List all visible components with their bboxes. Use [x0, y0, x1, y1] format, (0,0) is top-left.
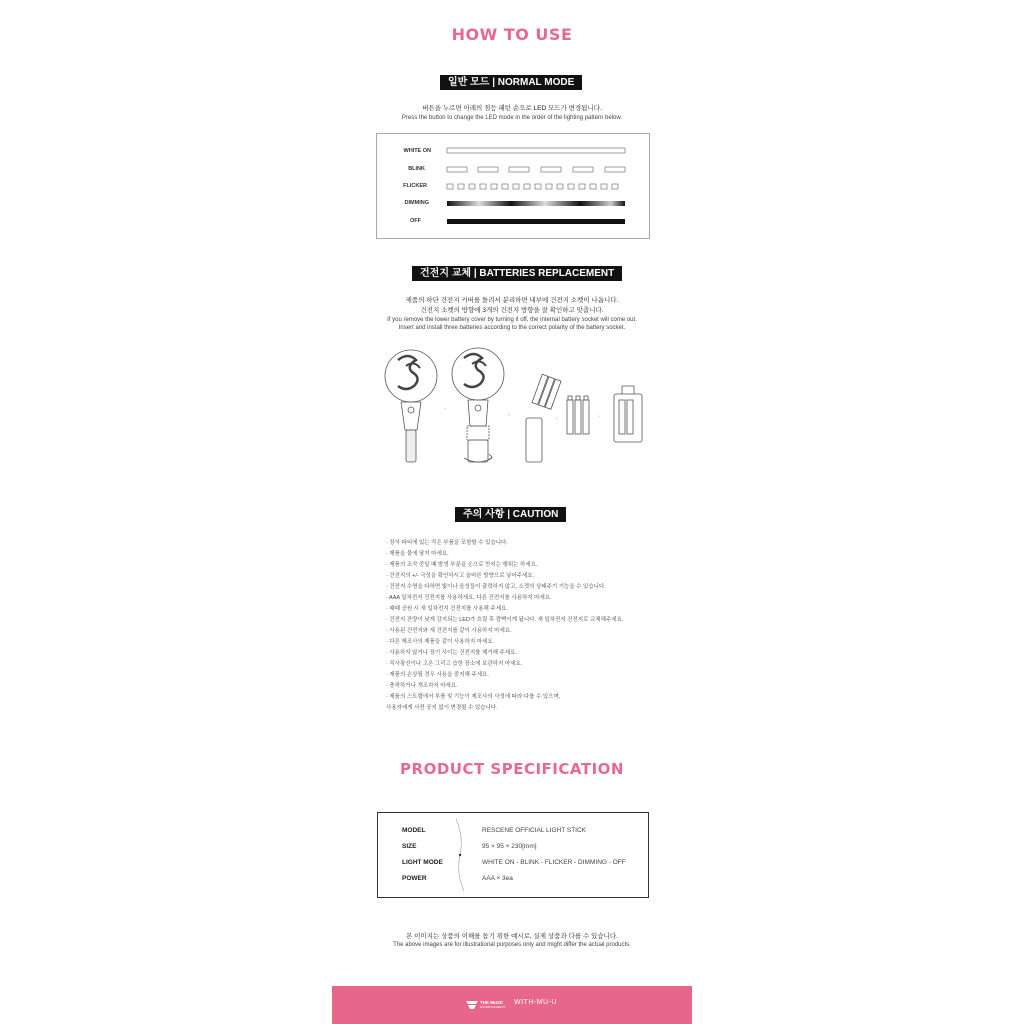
off-bar [447, 219, 625, 224]
spec-key-light-mode: LIGHT MODE [402, 859, 443, 866]
svg-text:›: › [598, 414, 600, 420]
caution-item: · 때때 공원 시 새 일차전지 건전지를 사용해 주세요. [386, 606, 508, 612]
caution-item: · 제품의 스트랩에서 부품 및 기능이 제조사의 사정에 따라 다를 수 있으며, [386, 694, 561, 700]
battery-desc-en-1: If you remove the lower battery cover by turning it off, the internal battery socket will come out. [387, 317, 637, 323]
normal-mode-desc-kr: 버튼을 누르면 아래의 점등 패턴 순으로 LED 모드가 변경됩니다. [422, 105, 602, 112]
the-muze-logo-text: THE MUZE [480, 1000, 503, 1005]
led-pattern-diagram [377, 134, 649, 238]
caution-item: · 제품을 물에 닿지 마세요. [386, 551, 449, 557]
battery-illustration [376, 338, 648, 478]
svg-text:›: › [508, 412, 510, 418]
light-stick-1 [385, 350, 437, 462]
caution-item: · 건전지 잔량이 낮게 감지되는 LED가 흐릿 후 깜빡이게 됩니다. 새 일차전지 건전지로 교체해주세요. [386, 617, 624, 623]
spec-table [377, 812, 649, 898]
led-mode-panel [376, 133, 650, 239]
mode-off: OFF [410, 218, 421, 224]
spec-value-model: RESCENE OFFICIAL LIGHT STICK [482, 827, 587, 834]
notice-en: The above images are for illustrational purposes only and might differ the actual products. [393, 942, 631, 948]
caution-item: · AAA 일차전지 건전지를 사용하세요. 다른 건전지를 사용하지 마세요. [386, 595, 552, 601]
spec-value-size: 95 × 95 × 230[mm] [482, 843, 537, 850]
svg-text:›: › [444, 406, 446, 412]
mode-dimming: DIMMING [404, 200, 429, 206]
caution-item: · 건전지 수명을 다하면 빛이나 음성들이 출력하지 않고, 소켓의 상태주기 기능을 수 있습니다. [386, 584, 606, 590]
spec-key-model: MODEL [402, 827, 426, 834]
with-mu-u-logo: WITH-MU-U [514, 999, 557, 1006]
the-muze-logo-icon [466, 1001, 478, 1010]
normal-mode-label: 일반 모드 | NORMAL MODE [440, 75, 582, 90]
caution-item: · 제품의 손상될 경우 사용을 중지해 주세요. [386, 672, 489, 678]
caution-item: · 충격하거나 개조하지 마세요. [386, 683, 458, 689]
caution-item: · 사용하지 않거나 장기 사이는 건전지를 제거해 주세요. [386, 650, 517, 656]
three-batteries [567, 396, 589, 434]
battery-socket [614, 386, 642, 442]
mode-flicker: FLICKER [403, 183, 427, 189]
caution-item: 사용자에게 사전 공지 없이 변경될 수 있습니다. [386, 705, 498, 711]
mode-white-on: WHITE ON [403, 148, 431, 154]
dimming-bar [447, 201, 625, 206]
how-to-use-title: HOW TO USE [451, 25, 573, 44]
notice-kr: 본 이미지는 상품의 이해를 돕기 위한 예시로, 실제 상품과 다를 수 있습니다. [406, 933, 618, 940]
spec-value-power: AAA × 3ea [482, 875, 513, 882]
spec-key-power: POWER [402, 875, 427, 882]
battery-desc-kr-1: 제품의 하단 건전지 커버를 돌려서 분리하면 내부에 건전지 소켓이 나옵니다. [405, 297, 619, 304]
white-on-bar [447, 148, 625, 153]
caution-item: · 사용된 건전지와 새 건전지를 같이 사용하지 마세요. [386, 628, 512, 634]
spec-divider-curve [450, 817, 470, 893]
product-spec-title: PRODUCT SPECIFICATION [400, 760, 624, 778]
caution-label: 주의 사항 | CAUTION [455, 507, 566, 522]
spec-key-size: SIZE [402, 843, 417, 850]
caution-item: · 직사광선이나 고온 그리고 습한 장소에 보관하지 마세요. [386, 661, 523, 667]
mode-blink: BLINK [408, 166, 425, 172]
spec-value-light-mode: WHITE ON - BLINK - FLICKER - DIMMING - OFF [482, 859, 626, 866]
flicker-pattern [447, 184, 618, 189]
the-muze-logo [466, 1000, 506, 1012]
battery-desc-kr-2: 건전지 소켓의 방향에 3개의 건전지 방향을 잘 확인하고 맞춥니다. [420, 307, 604, 314]
caution-item: · 장식 파티에 있는 작은 부품을 포함할 수 있습니다. [386, 540, 508, 546]
caution-item: · 다른 제조사의 제품을 같이 사용하지 마세요. [386, 639, 495, 645]
normal-mode-desc-en: Press the button to change the LED mode in the order of the lighting pattern below. [401, 115, 623, 121]
the-muze-logo-subtext: ENTERTAINMENT [480, 1005, 506, 1009]
caution-item: · 제품의 조작 중일 때 발생 부분을 손으로 만지는 행위는 하세요. [386, 562, 538, 568]
caution-item: · 건전지의 +/- 극성을 확인하시고 올바른 방향으로 넣어주세요. [386, 573, 535, 579]
svg-text:›: › [556, 416, 558, 422]
battery-label: 건전지 교체 | BATTERIES REPLACEMENT [412, 266, 622, 281]
blink-pattern [447, 167, 625, 172]
light-stick-2 [452, 348, 504, 462]
battery-desc-en-2: Insert and install three batteries according to the correct polarity of the battery socket. [398, 325, 626, 331]
footer-banner [332, 986, 692, 1024]
